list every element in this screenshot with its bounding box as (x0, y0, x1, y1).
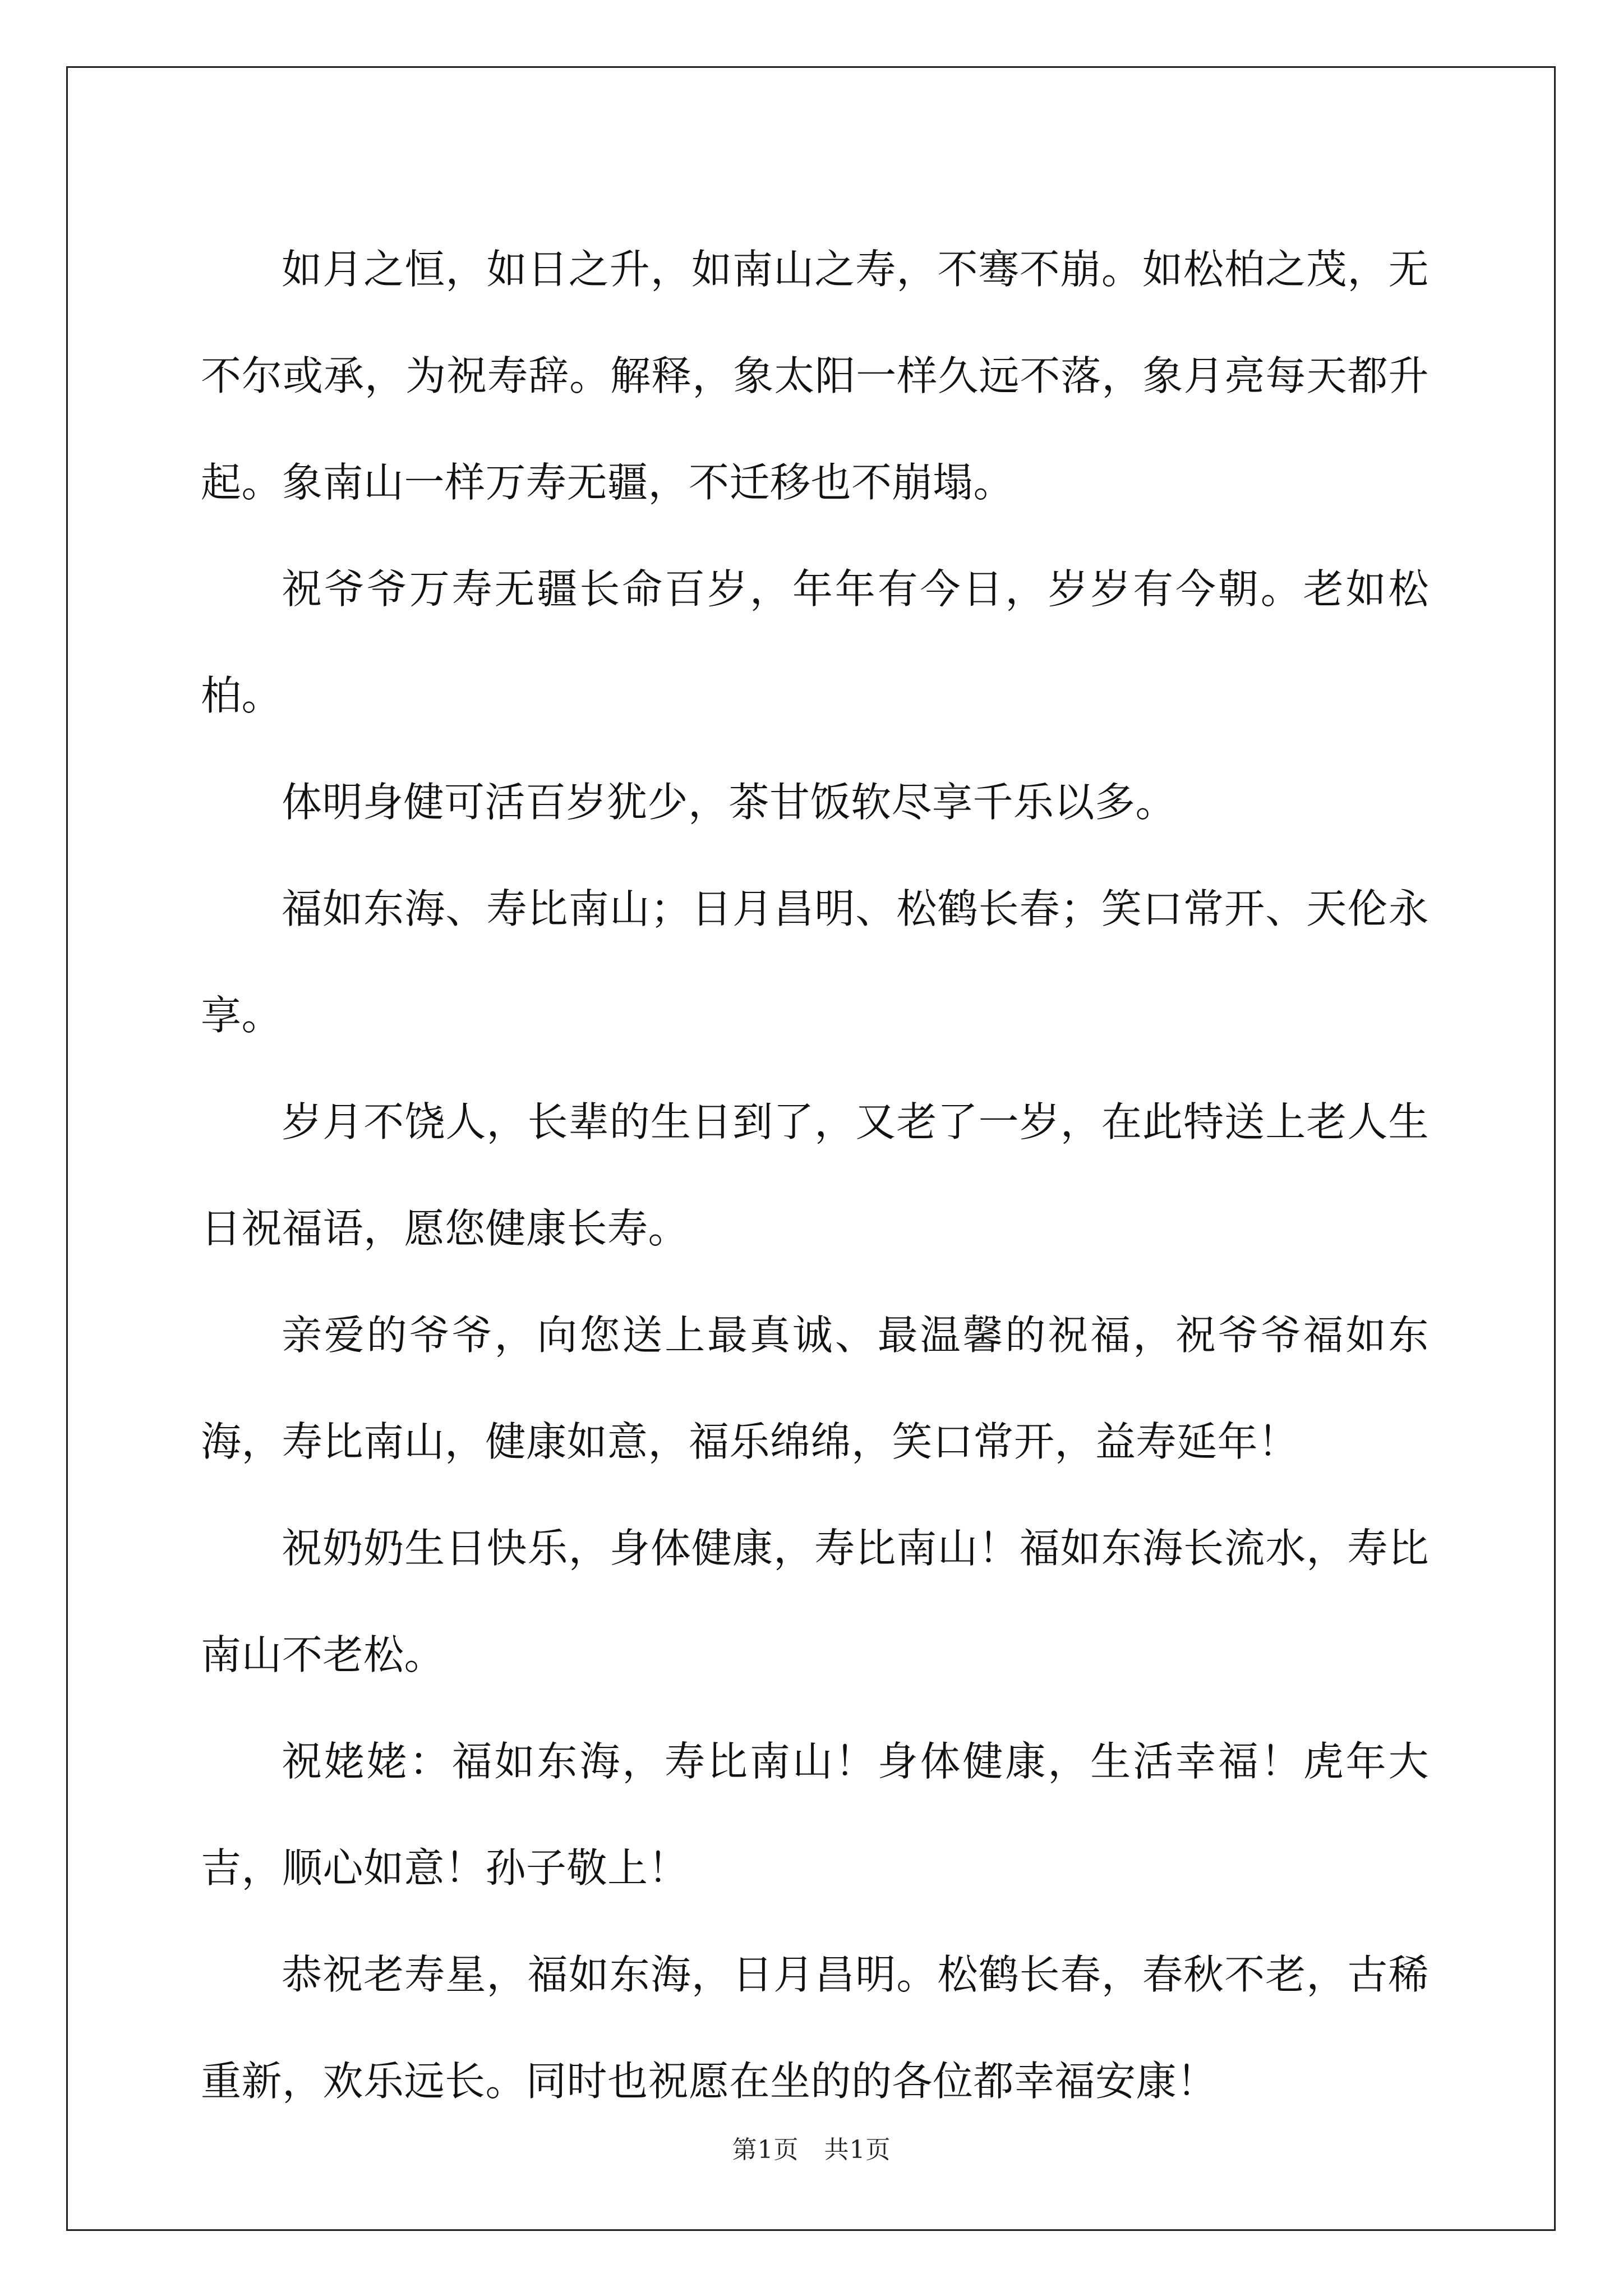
page-number-footer: 第1页 共1页 (732, 2136, 891, 2164)
paragraph: 祝爷爷万寿无疆长命百岁，年年有今日，岁岁有今朝。老如松柏。 (201, 565, 1429, 719)
paragraph: 祝奶奶生日快乐，身体健康，寿比南山！福如东海长流水，寿比南山不老松。 (201, 1525, 1429, 1678)
paragraph: 如月之恒，如日之升，如南山之寿，不骞不崩。如松柏之茂，无不尔或承，为祝寿辞。解释，象太阳一样久远不落，象月亮每天都升起。象南山一样万寿无疆，不迁移也不崩塌。 (201, 246, 1429, 506)
document-body (201, 216, 1429, 2134)
paragraph: 祝姥姥：福如东海，寿比南山！身体健康，生活幸福！虎年大吉，顺心如意！孙子敬上！ (201, 1738, 1429, 1892)
paragraph: 岁月不饶人，长辈的生日到了，又老了一岁，在此特送上老人生日祝福语，愿您健康长寿。 (201, 1098, 1429, 1252)
paragraph: 体明身健可活百岁犹少，茶甘饭软尽享千乐以多。 (282, 779, 1177, 826)
paragraph: 福如东海、寿比南山；日月昌明、松鹤长春；笑口常开、天伦永享。 (201, 885, 1429, 1039)
paragraph: 恭祝老寿星，福如东海，日月昌明。松鹤长春，春秋不老，古稀重新，欢乐远长。同时也祝愿在坐的的各位都幸福安康！ (201, 1951, 1429, 2105)
paragraph: 亲爱的爷爷，向您送上最真诚、最温馨的祝福，祝爷爷福如东海，寿比南山，健康如意，福乐绵绵，笑口常开，益寿延年！ (201, 1312, 1429, 1465)
